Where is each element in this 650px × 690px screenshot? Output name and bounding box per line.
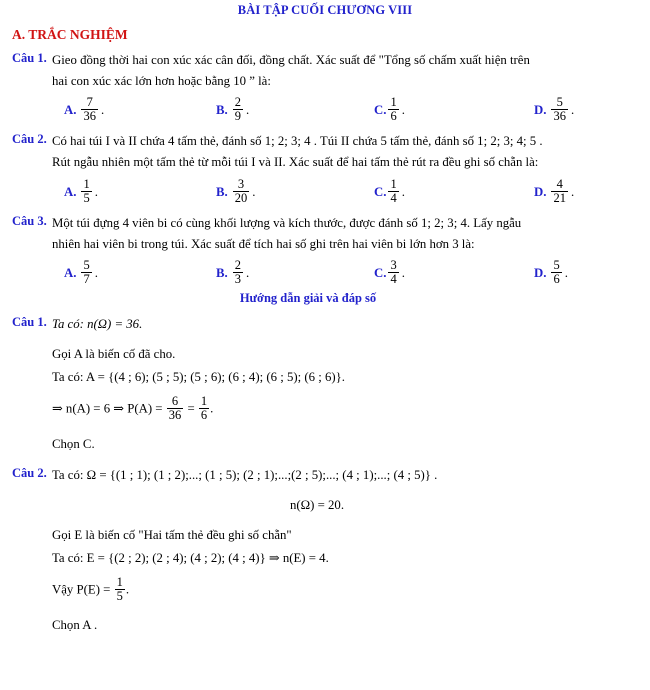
fraction-denominator: 6 xyxy=(553,272,560,287)
question-3-answers xyxy=(64,260,640,287)
solution-1-fraction-2 xyxy=(199,395,209,422)
fraction-denominator: 36 xyxy=(553,109,566,124)
answer-key-2c: C. xyxy=(374,184,387,199)
answer-key-1b: B. xyxy=(216,103,228,118)
solution-1-goi: Gọi A là biến cố đã cho. xyxy=(52,347,176,362)
fraction-numerator: 1 xyxy=(83,176,90,191)
solution-2-label: Câu 2. xyxy=(12,466,47,481)
solution-2-vay-prefix: Vậy P(E) = xyxy=(52,582,111,597)
fraction-numerator: 3 xyxy=(390,258,397,273)
question-1-label: Câu 1. xyxy=(12,51,47,65)
page-title: BÀI TẬP CUỐI CHƯƠNG VIII xyxy=(237,3,413,17)
answer-key-2a: A. xyxy=(64,184,77,199)
answer-option-3d[interactable] xyxy=(534,260,634,287)
answer-period: . xyxy=(94,266,98,281)
answer-fraction-1c xyxy=(388,96,398,123)
fraction-numerator: 7 xyxy=(86,95,93,110)
question-3-label: Câu 3. xyxy=(12,213,47,228)
solutions-heading: Hướng dẫn giải và đáp số xyxy=(239,291,377,306)
fraction-denominator: 5 xyxy=(116,589,123,604)
fraction-numerator: 4 xyxy=(556,176,563,191)
question-3 xyxy=(0,213,650,254)
answer-period: . xyxy=(401,103,405,118)
fraction-numerator: 1 xyxy=(200,394,208,409)
answer-period: . xyxy=(401,184,405,199)
answer-period: . xyxy=(570,103,575,118)
answer-key-2b: B. xyxy=(216,184,228,199)
answer-option-3b[interactable] xyxy=(216,260,374,287)
question-1-line-1: Gieo đồng thời hai con xúc xác cân đối, đồng chất. Xác suất để "Tổng số chấm xuất hiện trên xyxy=(52,53,530,67)
answer-fraction-2b xyxy=(233,178,250,205)
answer-period: . xyxy=(401,266,405,281)
fraction-denominator: 20 xyxy=(234,190,248,205)
question-3-line-1: Một túi đựng 4 viên bi có cùng khối lượng và kích thước, được đánh số 1; 2; 3; 4. Lấy ngẫu xyxy=(52,215,522,230)
fraction-numerator: 5 xyxy=(553,258,560,273)
answer-option-1d[interactable] xyxy=(534,97,634,124)
question-3-body xyxy=(52,213,650,254)
fraction-numerator: 1 xyxy=(390,95,397,110)
answer-fraction-3b xyxy=(233,259,243,286)
question-1-line-2: hai con xúc xác lớn hơn hoặc bằng 10 ” là: xyxy=(52,73,271,88)
answer-fraction-3c xyxy=(388,259,398,286)
fraction-numerator: 5 xyxy=(83,258,90,273)
fraction-denominator: 5 xyxy=(83,190,90,205)
answer-option-2c[interactable] xyxy=(374,176,534,206)
answer-period: . xyxy=(246,266,250,281)
solution-1-label: Câu 1. xyxy=(12,315,47,330)
fraction-numerator: 6 xyxy=(171,394,179,409)
answer-key-3c: C. xyxy=(374,266,387,281)
answer-option-2b[interactable] xyxy=(216,176,374,206)
answer-key-3b: B. xyxy=(216,266,228,281)
answer-option-2a[interactable] xyxy=(64,176,216,206)
fraction-denominator: 21 xyxy=(553,190,566,205)
question-2-line-2: Rút ngẫu nhiên một tấm thẻ từ mỗi túi I và II. Xác suất để hai tấm thẻ rút ra đều ghi số chẵn là: xyxy=(52,155,539,170)
answer-period: . xyxy=(94,184,98,199)
fraction-numerator: 2 xyxy=(234,95,241,110)
fraction-denominator: 7 xyxy=(83,272,90,287)
fraction-denominator: 4 xyxy=(390,272,397,287)
answer-option-1a[interactable] xyxy=(64,97,216,124)
fraction-denominator: 9 xyxy=(234,109,241,124)
fraction-numerator: 3 xyxy=(237,176,245,191)
answer-fraction-1b xyxy=(233,96,243,123)
fraction-denominator: 6 xyxy=(200,408,208,423)
answer-fraction-2d xyxy=(551,178,568,205)
solution-2-body xyxy=(52,465,650,638)
solution-1-period: . xyxy=(210,401,214,416)
solution-1-set: Ta có: A = {(4 ; 6); (5 ; 5); (5 ; 6); (6 ; 4); (6 ; 5); (6 ; 6)}. xyxy=(52,369,345,384)
answer-fraction-2c xyxy=(388,178,398,205)
fraction-denominator: 36 xyxy=(168,408,182,423)
answer-period: . xyxy=(100,103,105,118)
answer-period: . xyxy=(570,184,575,199)
answer-option-3a[interactable] xyxy=(64,260,216,287)
answer-period: . xyxy=(246,103,250,118)
fraction-denominator: 36 xyxy=(83,109,96,124)
answer-fraction-1a xyxy=(81,96,98,123)
answer-option-2d[interactable] xyxy=(534,176,634,206)
question-2-body xyxy=(52,131,650,172)
answer-period: . xyxy=(564,266,568,281)
answer-key-1c: C. xyxy=(374,103,387,118)
question-1-answers xyxy=(64,97,640,124)
solution-2-omega-set: Ta có: Ω = {(1 ; 1); (1 ; 2);...; (1 ; 5); (2 ; 1);...;(2 ; 5);...; (4 ; 1);...; (4 ; 5)} . xyxy=(52,468,438,483)
solution-1-prob-prefix: ⇒ n(A) = 6 ⇒ P(A) = xyxy=(52,401,163,416)
question-1 xyxy=(0,50,650,91)
solution-2-choice: Chọn A . xyxy=(52,618,98,633)
solution-1-equals: = xyxy=(187,401,195,416)
answer-option-3c[interactable] xyxy=(374,260,534,287)
question-2-answers xyxy=(64,176,640,206)
answer-fraction-3a xyxy=(81,259,91,286)
answer-fraction-2a xyxy=(81,178,91,205)
question-2-line-1: Có hai túi I và II chứa 4 tấm thẻ, đánh số 1; 2; 3; 4 . Túi II chứa 5 tấm thẻ, đánh số 1; 2; 3; 4; 5 . xyxy=(52,134,543,149)
solution-2-period: . xyxy=(125,582,130,597)
answer-fraction-3d xyxy=(551,259,561,286)
answer-key-1d: D. xyxy=(534,103,547,118)
fraction-numerator: 1 xyxy=(116,575,123,590)
answer-fraction-1d xyxy=(551,96,568,123)
solution-1-probability xyxy=(52,396,642,423)
answer-key-3d: D. xyxy=(534,266,547,281)
answer-key-1a: A. xyxy=(64,103,77,118)
solution-1-fraction-1 xyxy=(167,395,184,422)
solution-1-body xyxy=(52,314,650,457)
answer-key-3a: A. xyxy=(64,266,77,281)
answer-option-1c[interactable] xyxy=(374,97,534,124)
answer-option-1b[interactable] xyxy=(216,97,374,124)
question-3-line-2: nhiên hai viên bi trong túi. Xác suất để tích hai số ghi trên hai viên bi lớn hơn 3 là: xyxy=(52,236,475,251)
solution-2-goi: Gọi E là biến cố "Hai tấm thẻ đều ghi số chẵn" xyxy=(52,527,292,542)
question-2-label: Câu 2. xyxy=(12,132,47,147)
fraction-numerator: 1 xyxy=(390,176,397,191)
solution-2-probability xyxy=(52,577,642,604)
fraction-denominator: 4 xyxy=(390,190,397,205)
solution-2-set: Ta có: E = {(2 ; 2); (2 ; 4); (4 ; 2); (4 ; 4)} ⇒ n(E) = 4. xyxy=(52,550,329,565)
solution-2-n-omega: n(Ω) = 20. xyxy=(289,497,345,512)
solution-1-omega: Ta có: n(Ω) = 36. xyxy=(52,317,143,332)
fraction-numerator: 5 xyxy=(556,95,563,110)
question-2 xyxy=(0,131,650,172)
fraction-denominator: 3 xyxy=(234,272,241,287)
solution-2-fraction-1 xyxy=(115,576,125,603)
section-heading-trac-nghiem: A. TRẮC NGHIỆM xyxy=(12,27,128,42)
question-1-body xyxy=(52,50,650,91)
fraction-numerator: 2 xyxy=(234,258,241,273)
solution-2 xyxy=(0,465,650,638)
answer-key-2d: D. xyxy=(534,184,547,199)
solution-1 xyxy=(0,314,650,457)
solution-1-choice: Chọn C. xyxy=(52,437,95,452)
answer-period: . xyxy=(252,184,256,199)
fraction-denominator: 6 xyxy=(390,109,397,124)
